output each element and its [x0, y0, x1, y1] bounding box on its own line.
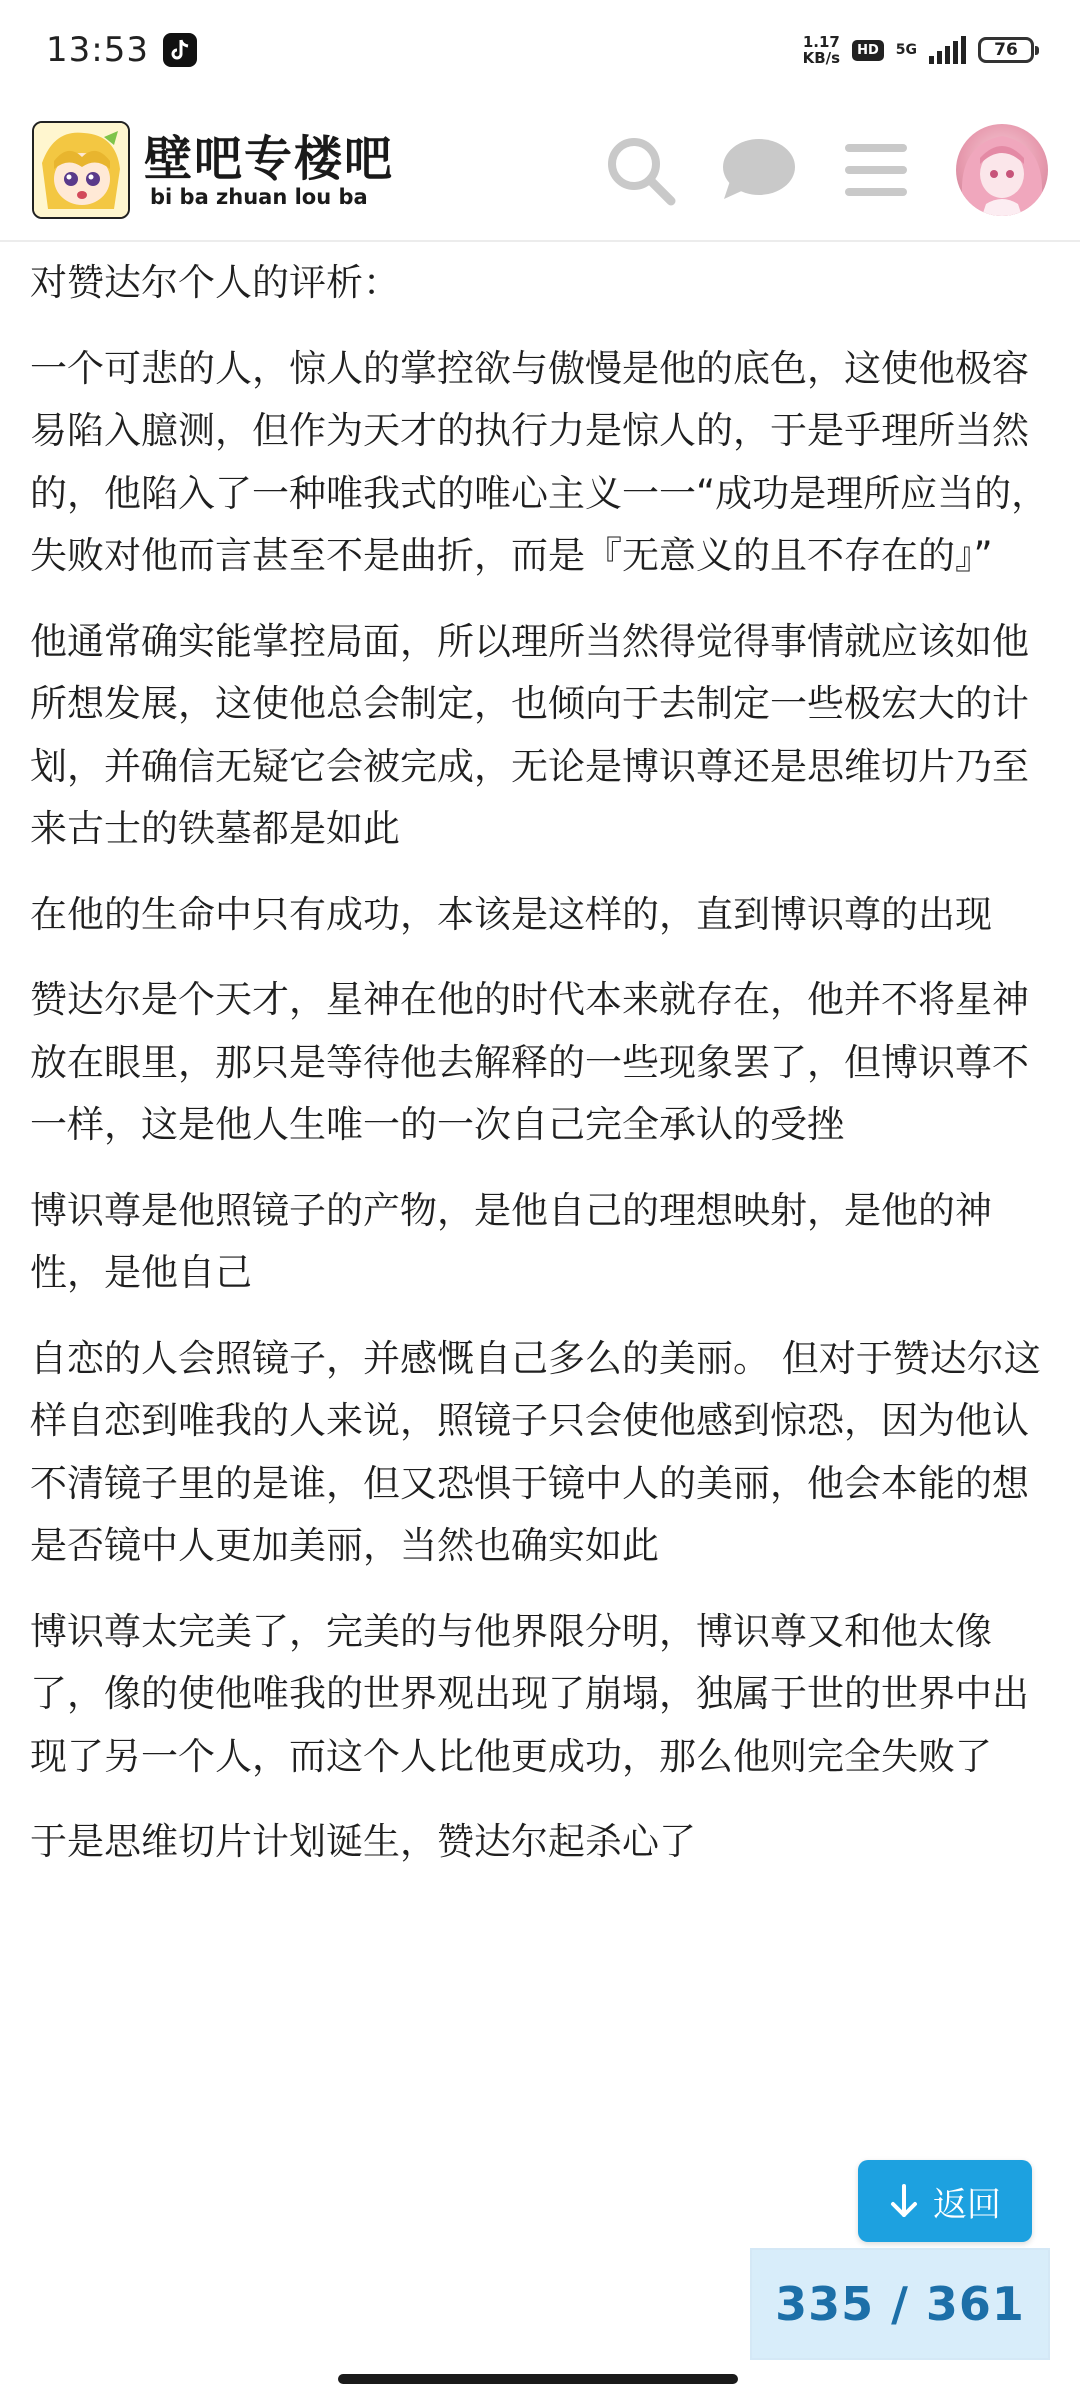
status-left — [46, 30, 197, 70]
search-icon — [603, 133, 677, 207]
arrow-down-icon — [889, 2183, 919, 2219]
network-type: 5G — [895, 42, 917, 58]
network-speed-unit: KB/s — [802, 49, 841, 67]
header-actions — [602, 124, 1048, 216]
signal-icon — [929, 36, 966, 64]
back-button[interactable] — [858, 2160, 1032, 2242]
messages-button[interactable] — [720, 132, 796, 208]
home-indicator[interactable] — [338, 2374, 738, 2384]
post-content — [30, 252, 1050, 1897]
paragraph: 他通常确实能掌控局面，所以理所当然得觉得事情就应该如他所想发展，这使他总会制定，也倾向于去制定一些极宏大的计划，并确信无疑它会被完成，无论是博识尊还是思维切片乃至来古士的铁墓都是如此 — [30, 619, 1029, 850]
logo-text[interactable] — [144, 132, 394, 208]
menu-button[interactable] — [838, 132, 914, 208]
paragraph: 博识尊是他照镜子的产物，是他自己的理想映射，是他的神性，是他自己 — [30, 1188, 992, 1294]
paragraph: 自恋的人会照镜子，并感慨自己多么的美丽。 但对于赞达尔这样自恋到唯我的人来说，照镜子只会使他感到惊恐，因为他认不清镜子里的是谁，但又恐惧于镜中人的美丽，他会本能的想是否镜中人更加美丽，当然也确实如此 — [30, 1336, 1041, 1567]
hd-badge: HD — [852, 40, 884, 61]
page-counter[interactable]: 335 / 361 — [750, 2248, 1050, 2360]
app-header — [0, 100, 1080, 242]
forum-subtitle: bi ba zhuan lou ba — [150, 185, 368, 209]
paragraph: 赞达尔是个天才，星神在他的时代本来就存在，他并不将星神放在眼里，那只是等待他去解释的一些现象罢了，但博识尊不一样，这是他人生唯一的一次自己完全承认的受挫 — [30, 978, 1029, 1146]
network-speed-value: 1.17 — [802, 33, 840, 51]
chat-bubble-icon — [720, 137, 796, 203]
search-button[interactable] — [602, 132, 678, 208]
back-button-label: 返回 — [933, 2184, 1001, 2225]
logo-image[interactable] — [32, 121, 130, 219]
hamburger-menu-icon — [843, 142, 909, 198]
paragraph: 于是思维切片计划诞生，赞达尔起杀心了 — [30, 1820, 696, 1863]
paragraph: 对赞达尔个人的评析： — [30, 261, 400, 304]
tiktok-icon — [163, 33, 197, 67]
status-right — [803, 34, 1034, 66]
network-speed — [803, 34, 840, 66]
status-bar — [0, 0, 1080, 100]
paragraph: 博识尊太完美了，完美的与他界限分明，博识尊又和他太像了，像的使他唯我的世界观出现了崩塌，独属于世的世界中出现了另一个人，而这个人比他更成功，那么他则完全失败了 — [30, 1609, 1029, 1778]
paragraph: 一个可悲的人，惊人的掌控欲与傲慢是他的底色，这使他极容易陷入臆测，但作为天才的执行力是惊人的，于是乎理所当然的，他陷入了一种唯我式的唯心主义一一“成功是理所应当的，失败对他而言甚至不是曲折，而是『无意义的且不存在的』” — [30, 346, 1049, 577]
battery-level: 76 — [994, 40, 1018, 60]
forum-title: 壁吧专楼吧 — [144, 131, 395, 187]
status-time: 13:53 — [46, 30, 149, 70]
user-avatar[interactable] — [956, 124, 1048, 216]
paragraph: 在他的生命中只有成功，本该是这样的，直到博识尊的出现 — [30, 892, 992, 936]
battery-icon — [978, 37, 1034, 63]
